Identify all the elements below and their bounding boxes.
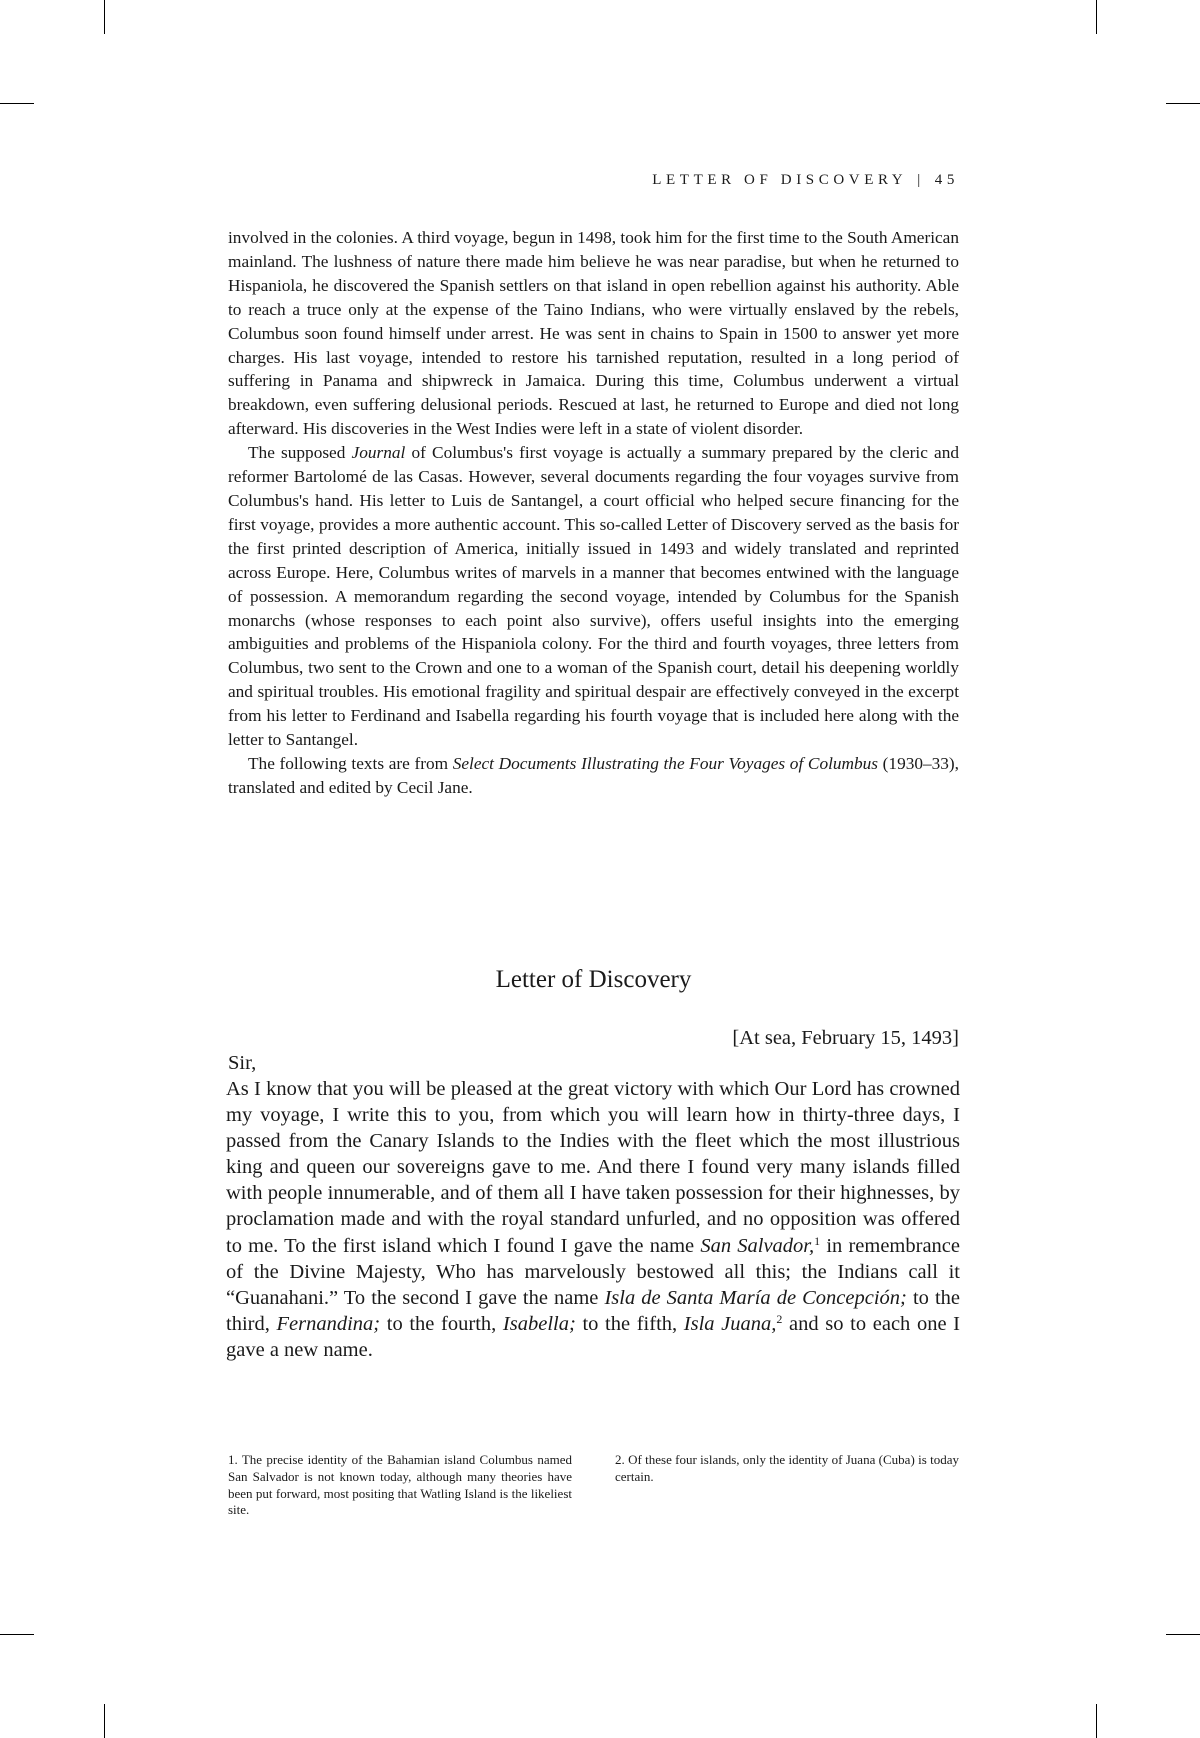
crop-mark bbox=[1096, 1704, 1097, 1738]
intro-paragraph bbox=[228, 752, 959, 800]
letter-text: and so to each one I gave a new name. bbox=[226, 1312, 961, 1361]
crop-mark bbox=[0, 1634, 34, 1635]
journal-title: Journal bbox=[351, 443, 406, 463]
crop-mark bbox=[1166, 1634, 1200, 1635]
introduction bbox=[228, 226, 959, 800]
island-name: Isabella; bbox=[502, 1312, 576, 1335]
island-name: San Salvador, bbox=[700, 1234, 815, 1257]
intro-paragraph: involved in the colonies. A third voyage, begun in 1498, took him for the first time to the South American mainland. The lushness of nature there made him believe he was near paradise, but when he returned to Hispaniola, he discovered the Spanish settlers on that island in open rebellion against his authority. Able to reach a truce only at the expense of the Taino Indians, who were virtually enslaved by the rebels, Columbus soon found himself under arrest. He was sent in chains to Spain in 1500 to answer yet more charges. His last voyage, intended to restore his tarnished reputation, resulted in a long period of suffering in Panama and shipwreck in Jamaica. During this time, Columbus underwent a virtual breakdown, even suffering delusional periods. Rescued at last, he returned to Europe and died not long afterward. His discoveries in the West Indies were left in a state of violent disorder. bbox=[228, 228, 959, 439]
crop-mark bbox=[104, 1704, 105, 1738]
letter-text: to the third, bbox=[226, 1286, 960, 1335]
letter-text: to the fifth, bbox=[575, 1312, 684, 1335]
crop-mark bbox=[1096, 0, 1097, 34]
intro-text: of Columbus's first voyage is actually a summary prepared by the cleric and reformer Bartolomé de las Casas. However, several documents regarding the four voyages survive from Columbus's hand. His letter to Luis de Santangel, a court official who helped secure financing for the first voyage, provides a more authentic account. This so-called Letter of Discovery served as the basis for the first printed description of America, initially issued in 1493 and widely translated and reprinted across Europe. Here, Columbus writes of marvels in a manner that becomes entwined with the language of possession. A memorandum regarding the second voyage, intended by Columbus for the Spanish monarchs (whose responses to each point also survive), offers useful insights into the emerging ambiguities and problems of the Hispaniola colony. For the third and fourth voyages, three letters from Columbus, two sent to the Crown and one to a woman of the Spanish court, detail his deepening worldly and spiritual troubles. His emotional fragility and spiritual despair are effectively conveyed in the excerpt from his letter to Ferdinand and Isabella regarding his fourth voyage that is included here along with the letter to Santangel. bbox=[228, 443, 959, 750]
page-number: 45 bbox=[934, 172, 959, 188]
island-name: Isla de Santa María de Concepción; bbox=[604, 1286, 907, 1309]
letter-text: in remembrance of the Divine Majesty, Who has marvelously bestowed all this; the Indians call it “Guanahani.” To the second I gave the name bbox=[226, 1234, 961, 1309]
dateline: [At sea, February 15, 1493] bbox=[732, 1027, 959, 1049]
intro-paragraph bbox=[228, 441, 959, 752]
running-head-title: LETTER OF DISCOVERY bbox=[652, 172, 908, 188]
footnotes bbox=[228, 1452, 959, 1519]
crop-mark bbox=[104, 0, 105, 34]
island-name: Isla Juana, bbox=[683, 1312, 777, 1335]
island-name: Fernandina; bbox=[276, 1312, 381, 1335]
intro-text: The supposed bbox=[248, 443, 352, 463]
book-title: Select Documents Illustrating the Four Voyages of Columbus bbox=[452, 753, 879, 773]
crop-mark bbox=[1166, 103, 1200, 104]
letter-text: As I know that you will be pleased at the great victory with which Our Lord has crowned my voyage, I write this to you, from which you will learn how in thirty-three days, I passed from the Canary Islands to the Indies with the fleet which the most illustrious king and queen our sovereigns gave to me. And there I found very many islands filled with people innumerable, and of them all I have taken possession for their highnesses, by proclamation made and with the royal standard unfurled, and no opposition was offered to me. To the first island which I found I gave the name bbox=[226, 1078, 960, 1257]
intro-text: The following texts are from bbox=[248, 753, 453, 773]
footnote-ref: 2 bbox=[776, 1311, 783, 1326]
salutation: Sir, bbox=[228, 1052, 257, 1074]
footnote-2: 2. Of these four islands, only the identity of Juana (Cuba) is today certain. bbox=[615, 1452, 959, 1484]
footnote-ref: 1 bbox=[814, 1233, 821, 1248]
letter-text: to the fourth, bbox=[380, 1312, 503, 1335]
footnote-column bbox=[228, 1452, 572, 1519]
intro-text: (1930–33), translated and edited by Cecil Jane. bbox=[228, 753, 959, 797]
letter-title: Letter of Discovery bbox=[495, 966, 692, 993]
crop-mark bbox=[0, 103, 34, 104]
running-head-separator: | bbox=[917, 172, 925, 188]
running-head bbox=[560, 172, 959, 189]
footnote-1: 1. The precise identity of the Bahamian island Columbus named San Salvador is not known today, although many theories have been put forward, most positing that Watling Island is the likeliest site. bbox=[228, 1452, 572, 1518]
letter-body bbox=[226, 1076, 960, 1363]
footnote-column bbox=[615, 1452, 959, 1519]
